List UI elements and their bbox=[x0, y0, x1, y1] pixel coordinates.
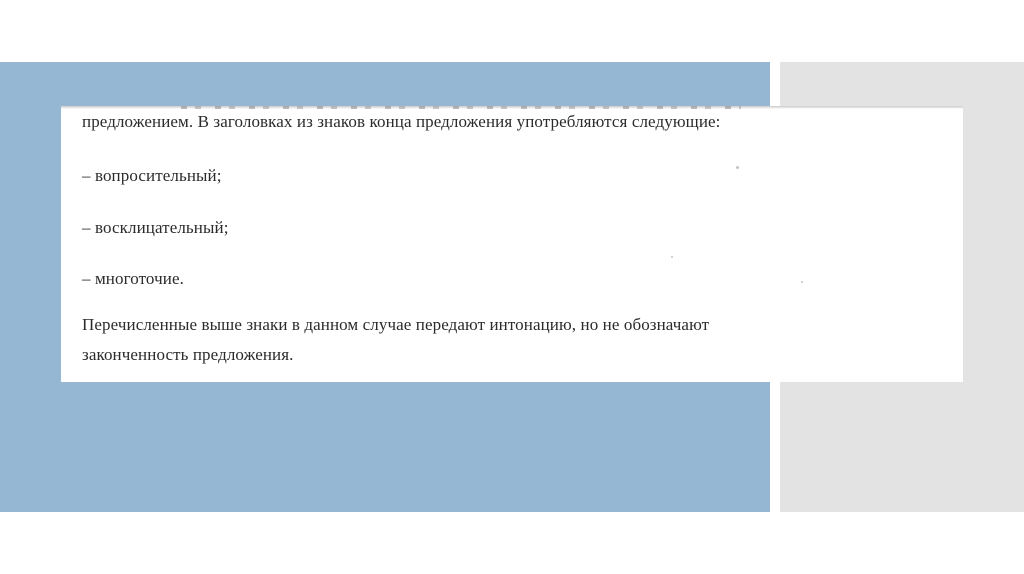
list-item-question: – вопросительный; bbox=[82, 166, 222, 185]
scan-speck bbox=[801, 281, 803, 283]
scan-speck bbox=[671, 256, 673, 258]
list-item-ellipsis: – многоточие. bbox=[82, 269, 184, 288]
scanned-document-image bbox=[61, 106, 963, 382]
paragraph-line-3: законченность предложения. bbox=[82, 345, 294, 364]
paragraph-line-1: предложением. В заголовках из знаков конца предложения употребляются следующие: bbox=[82, 112, 721, 131]
scan-speck bbox=[736, 166, 739, 169]
cut-off-text-line bbox=[181, 106, 741, 109]
list-item-exclamation: – восклицательный; bbox=[82, 218, 229, 237]
paragraph-line-2: Перечисленные выше знаки в данном случае передают интонацию, но не обозначают bbox=[82, 315, 710, 334]
